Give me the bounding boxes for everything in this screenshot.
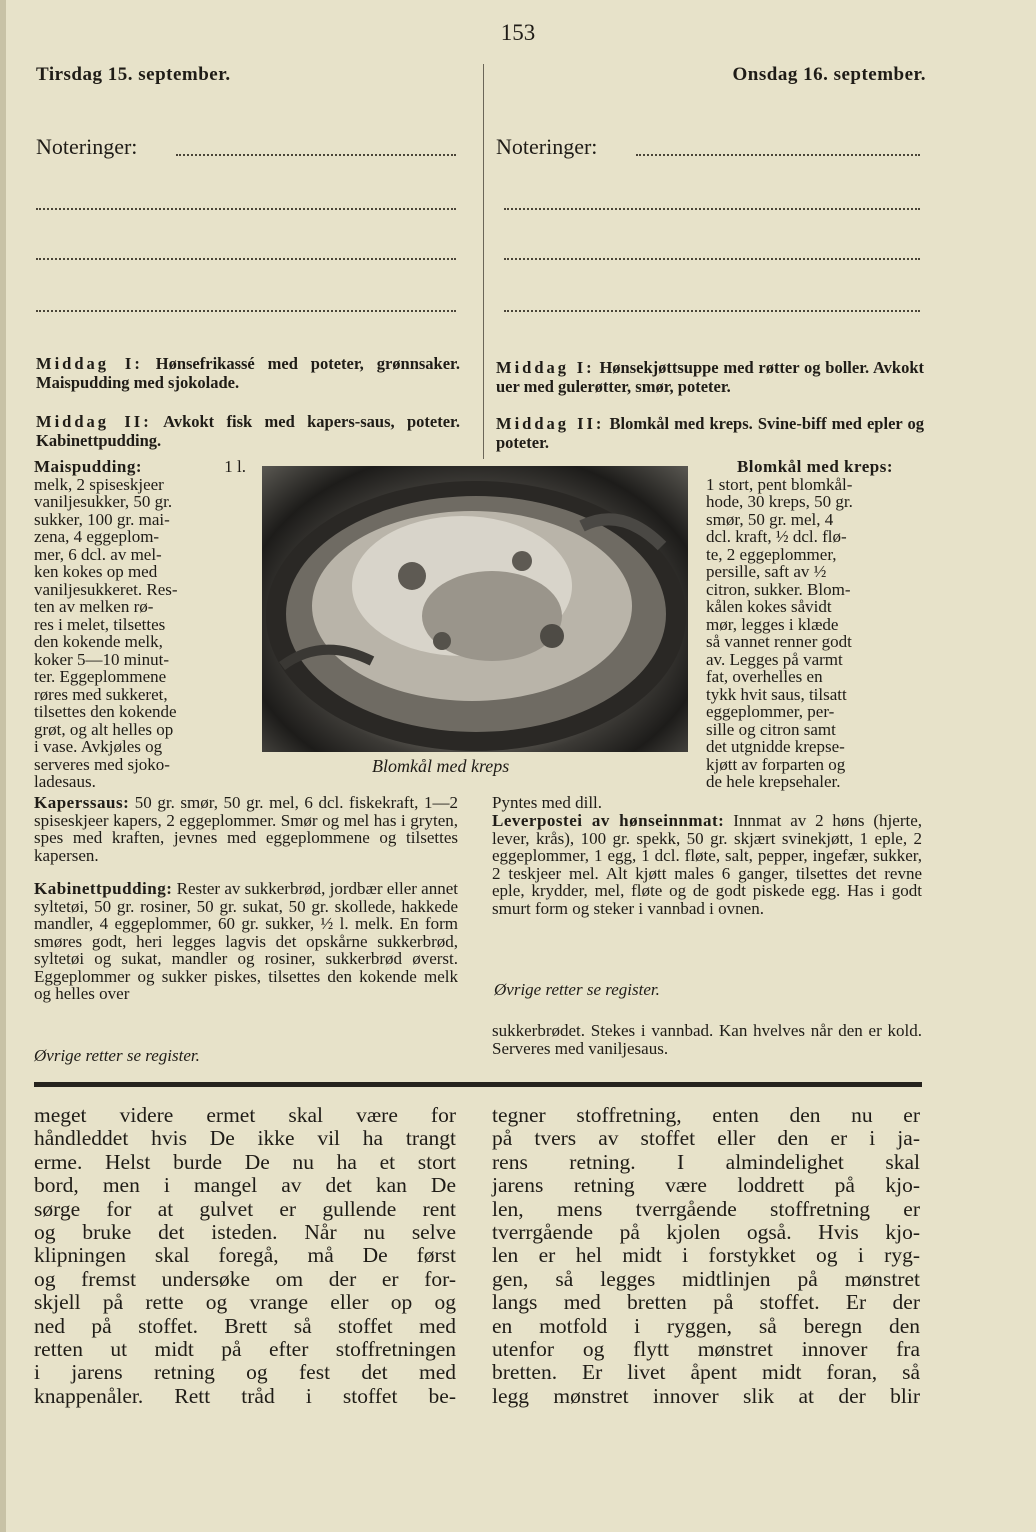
article-line: klipningen skal foregå, må De først [34,1243,456,1268]
recipe-line: te, 2 eggeplommer, [706,544,837,564]
article-line: en motfold i ryggen, så beregn den [492,1313,920,1338]
right-notes-label: Noteringer: [496,134,598,159]
article-line: tegner stoffretning, enten den nu er [492,1103,920,1127]
recipe-line: så vannet renner godt [706,632,852,651]
article-line: i jarens retning og fest det med [34,1360,456,1385]
left-notes-line [36,258,456,260]
recipe-line: fat, overhelles en [706,667,823,686]
column-divider [483,64,484,459]
article-line: legg mønstret innover slik at der blir [492,1383,920,1408]
article-line: erme. Helst burde De nu ha et stort [34,1149,456,1174]
recipe-line: ken kokes op med [34,562,158,581]
article-line: skjell på rette og vrange eller op og [34,1290,456,1315]
right-notes-line [504,208,920,210]
article-line: og fremst undersøke om der er for- [34,1266,456,1291]
recipe-line: melk, 2 spiseskjeer [34,474,164,494]
article-left-column [34,1104,456,1408]
kabinett-continuation: sukkerbrødet. Stekes i vannbad. Kan hvelves når den er kold. Serveres med vaniljesaus. [492,1021,922,1058]
right-day-title: Onsdag 16. september. [732,64,926,85]
article-line: bretten. Er livet åpent midt foran, så [492,1360,920,1385]
recipe-line: serveres med sjoko- [34,754,170,774]
article-line: og bruke det isteden. Når nu selve [34,1220,456,1245]
recipe-line: grøt, og alt helles op [34,719,174,739]
article-line: sørge for at gulvet er gullende rent [34,1196,456,1221]
recipe-line: eggeplommer, per- [706,702,835,721]
photo-caption: Blomkål med kreps [372,756,510,776]
recipe-line: ter. Eggeplommene [34,667,167,686]
recipe-line: den kokende melk, [34,632,163,651]
article-line: gen, så legges midtlinjen på mønstret [492,1266,920,1291]
article-line: håndleddet hvis De ikke vil ha trangt [34,1126,456,1151]
left-notes-line [176,154,456,156]
kabinettpudding-recipe: Kabinettpudding: Rester av sukkerbrød, jordbær eller annet syltetøi, 50 gr. rosiner, 50 gr. sukat, 50 gr. skollede, hakkede mandler, 4 eggeplommer, 60 gr. sukker, ½ l. melk. En form smøres godt, heri legges lagvis det opskårne sukkerbrød, syltetøi og sukat, mandler og rosiner, sukkerbrød øverst. Eggeplommer og sukker piskes, tilsettes den kokende melk og helles over [34,879,458,1003]
recipe-line: ten av melken rø- [34,597,154,616]
blomkal-recipe [706,458,924,791]
blomkal-title: Blomkål med kreps: [736,457,894,476]
right-ovrige-retter: Øvrige retter se register. [494,980,660,999]
right-notes-line [504,258,920,260]
recipe-line: smør, 50 gr. mel, 4 [706,509,834,529]
article-line: len er hel midt i forstykket og i ryg- [492,1243,920,1268]
recipe-line: kjøtt av forparten og [706,754,846,774]
recipe-line: hode, 30 kreps, 50 gr. [706,492,853,511]
recipe-line: persille, saft av ½ [706,562,827,581]
left-notes-line [36,310,456,312]
article-line: tverrgående på kjolen også. Hvis kjo- [492,1220,920,1245]
leverpostei-recipe: Leverpostei av hønseinnmat: Innmat av 2 høns (hjerte, lever, krås), 100 gr. spekk, 50 gr. skjært svinekjøtt, 1 eple, 2 eggeplommer, 1 egg, 1 dcl. fløte, salt, pepper, ingefær, sukker, 2 teskjeer mel. Alt kjøtt males 6 ganger, tilsettes det revne eple, krydder, mel, fløte og de godt piskede egg. Has i godt smurt form og steker i vannbad i ovnen. [492,811,922,918]
recipe-line: de hele krepsehaler. [706,772,841,791]
left-notes-label: Noteringer: [36,134,138,159]
recipe-line: mør, legges i klæde [706,614,839,634]
cauliflower-crayfish-image [262,466,688,752]
left-day-title: Tirsdag 15. september. [36,64,231,85]
maispudding-first-line: Maispudding: 1 l. [34,457,246,476]
recipe-line: citron, sukker. Blom- [706,579,851,599]
article-line: langs med bretten på stoffet. Er der [492,1290,920,1315]
recipe-line: tykk hvit saus, tilsatt [706,684,847,704]
article-line: utenfor og flytt mønstret innover fra [492,1337,920,1362]
recipe-line: vaniljesukkeret. Res- [34,579,178,599]
recipe-line: zena, 4 eggeplom- [34,527,160,546]
pyntes-text: Pyntes med dill. [492,793,603,812]
section-divider [34,1082,922,1087]
article-line: ned på stoffet. Brett så stoffet med [34,1313,456,1338]
article-line: meget videre ermet skal være for [34,1103,456,1127]
maispudding-recipe [34,458,246,791]
article-line: len, mens tverrgående stoffretning er [492,1196,920,1221]
recipe-line: røres med sukkeret, [34,684,168,704]
recipe-line: det utgnidde krepse- [706,737,845,756]
recipe-line: tilsettes den kokende [34,702,177,721]
article-line: rens retning. I almindelighet skal [492,1149,920,1174]
article-line: jarens retning være loddrett på kjo- [492,1173,920,1198]
left-middag-1: Middag I: Hønsefrikassé med poteter, grønnsaker. Maispudding med sjokolade. [36,354,460,392]
recipe-line: sille og citron samt [706,719,836,739]
right-middag-2: Middag II: Blomkål med kreps. Svine-biff med epler og poteter. [496,414,924,452]
article-right-column [492,1104,920,1408]
article-line: knappenåler. Rett tråd i stoffet be- [34,1383,456,1408]
dish-photo [262,466,688,752]
left-notes-line [36,208,456,210]
recipe-line: koker 5—10 minut- [34,649,170,669]
left-middag-2: Middag II: Avkokt fisk med kapers-saus, poteter. Kabinettpudding. [36,412,460,450]
page-edge [0,0,6,1532]
recipe-line: vaniljesukker, 50 gr. [34,492,173,511]
recipe-line: mer, 6 dcl. av mel- [34,544,162,564]
left-ovrige-retter: Øvrige retter se register. [34,1046,200,1065]
kaperssaus-recipe: Kaperssaus: 50 gr. smør, 50 gr. mel, 6 dcl. fiskekraft, 1—2 spiseskjeer kapers, 2 eggeplommer. Smør og mel has i gryten, spes med kraften, jevnes med eggeplommene og tilsettes kapersen. [34,793,458,865]
right-middag-1: Middag I: Hønsekjøttsuppe med røtter og boller. Avkokt uer med gulerøtter, smør, poteter. [496,358,925,396]
article-line: retten ut midt på efter stoffretningen [34,1337,456,1362]
recipe-line: kålen kokes såvidt [706,597,832,616]
article-line: på tvers av stoffet eller den er i ja- [492,1126,920,1151]
recipe-line: av. Legges på varmt [706,649,843,669]
article-line: bord, men i mangel av det kan De [34,1173,456,1198]
recipe-line: 1 stort, pent blomkål- [706,474,853,494]
right-notes-line [504,310,920,312]
right-notes-line [636,154,920,156]
page-number: 153 [500,20,536,45]
recipe-line: ladesaus. [34,772,96,791]
recipe-line: res i melet, tilsettes [34,614,166,634]
recipe-line: sukker, 100 gr. mai- [34,509,170,529]
recipe-line: dcl. kraft, ½ dcl. flø- [706,527,847,546]
recipe-line: i vase. Avkjøles og [34,737,163,756]
